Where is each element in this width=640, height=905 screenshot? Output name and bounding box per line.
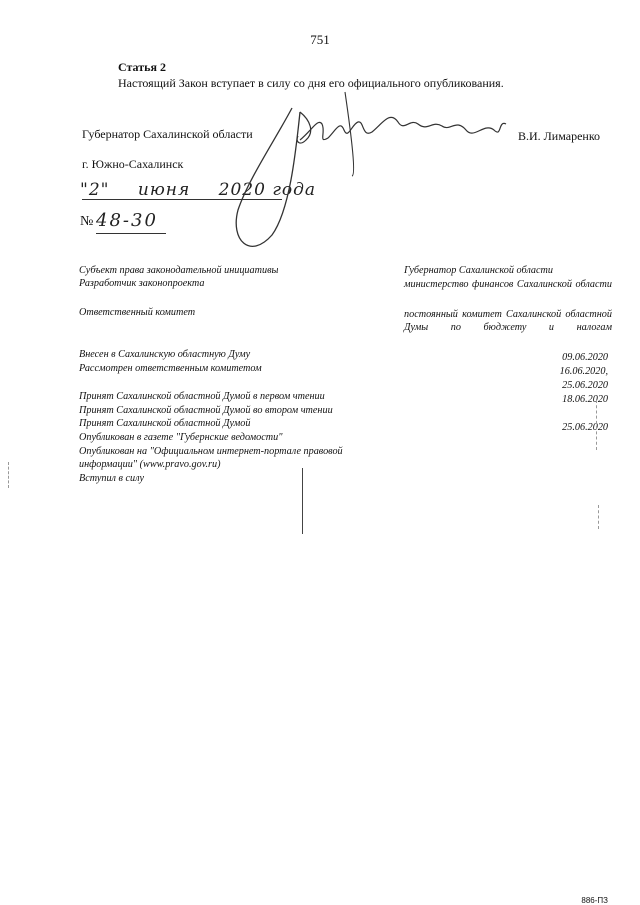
scan-artifact-right [596, 400, 597, 450]
signature-stroke-cursive [300, 117, 506, 140]
developer-label: Разработчик законопроекта [79, 278, 205, 289]
timeline-label: Принят Сахалинской областной Думой в первом чтении [79, 391, 325, 402]
article-title: Статья 2 [118, 60, 166, 74]
governor-name: В.И. Лимаренко [518, 129, 601, 143]
timeline-label: Принят Сахалинской областной Думой [79, 418, 251, 429]
timeline-label: Опубликован на "Официальном интернет-портале правовой [79, 446, 343, 457]
vertical-mark-line [302, 468, 303, 534]
footer-reference: 886-ПЗ [581, 896, 608, 905]
timeline-label: информации" (www.pravo.gov.ru) [79, 459, 221, 470]
developer-value: министерство финансов Сахалинской области [404, 279, 612, 290]
number-label: № [80, 214, 94, 229]
responsible-value: постоянный комитет Сахалинской областной Думы по бюджету и налогам [404, 309, 612, 333]
timeline-date: 16.06.2020, [559, 366, 608, 377]
timeline-label: Рассмотрен ответственным комитетом [79, 363, 262, 374]
signature-stroke-main [236, 108, 300, 246]
number-value: 48-30 [96, 210, 158, 231]
page-number: 751 [310, 32, 330, 47]
timeline-label: Опубликован в газете "Губернские ведомости" [79, 432, 283, 443]
timeline-date: 18.06.2020 [562, 394, 608, 405]
date-day: "2" [80, 180, 110, 200]
date-month: июня [137, 180, 191, 200]
timeline-label: Принят Сахалинской областной Думой во втором чтении [79, 405, 333, 416]
signature-stroke-underline [345, 92, 354, 176]
subject-value: Губернатор Сахалинской области [404, 265, 553, 276]
date-year: 2020 года [218, 180, 317, 200]
governor-title: Губернатор Сахалинской области [82, 127, 253, 141]
timeline-label: Внесен в Сахалинскую областную Думу [79, 349, 251, 360]
timeline-date: 25.06.2020 [562, 422, 608, 433]
city-line: г. Южно-Сахалинск [82, 157, 184, 171]
scan-artifact-left [8, 462, 9, 488]
article-body: Настоящий Закон вступает в силу со дня его официального опубликования. [118, 76, 504, 90]
responsible-label: Ответственный комитет [79, 307, 196, 318]
scan-artifact-right-2 [598, 505, 599, 529]
timeline-label: Вступил в силу [79, 473, 144, 484]
timeline-date: 09.06.2020 [562, 352, 608, 363]
timeline-date: 25.06.2020 [562, 380, 608, 391]
subject-label: Субъект права законодательной инициативы [79, 265, 279, 276]
